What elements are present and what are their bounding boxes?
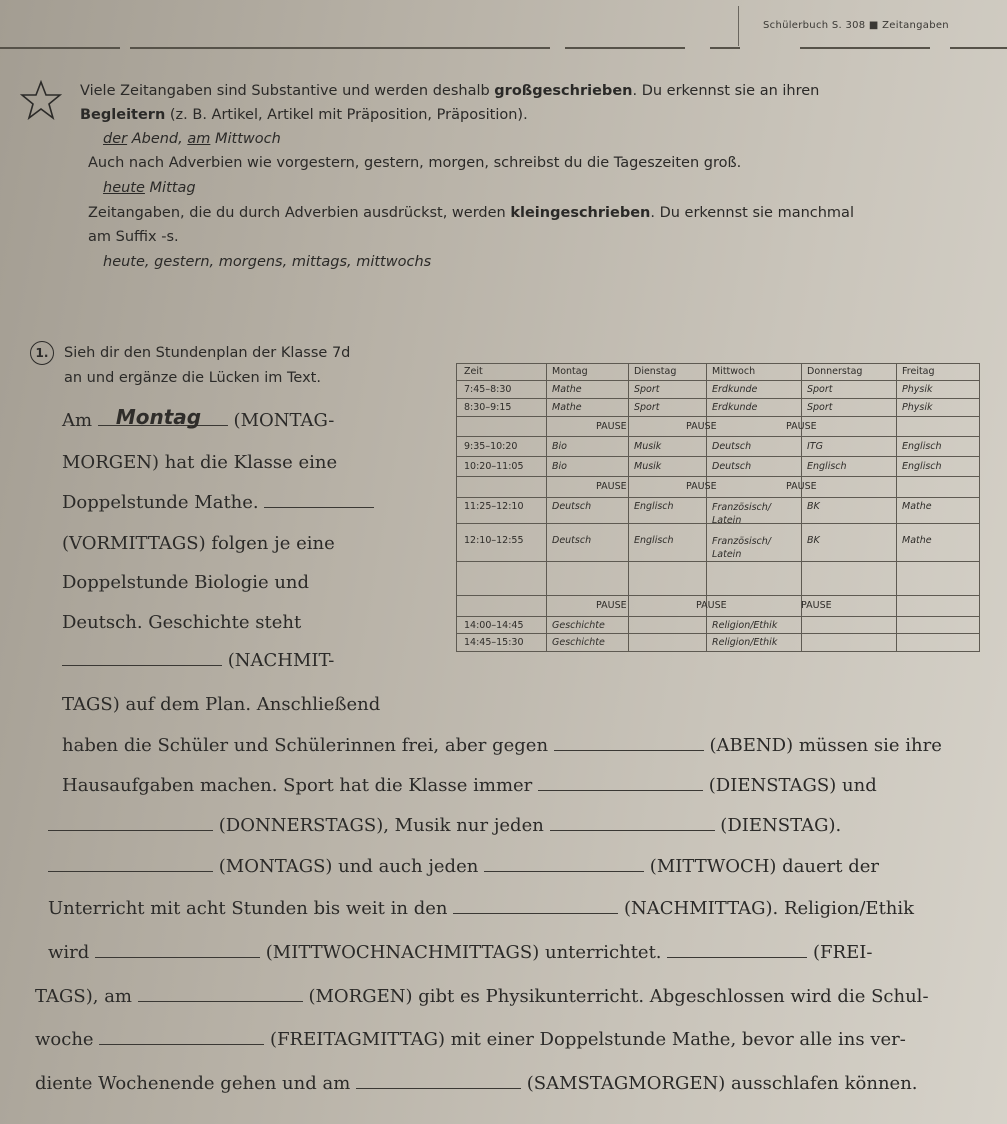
exercise-number: 1. bbox=[30, 341, 54, 365]
fill-blank[interactable] bbox=[99, 1030, 264, 1045]
text-line: TAGS), am (MORGEN) gibt es Physikunterricht. Abgeschlossen wird die Schul- bbox=[35, 986, 929, 1007]
tt-cell: Bio bbox=[552, 461, 567, 472]
tt-pause: PAUSE bbox=[596, 481, 627, 492]
tt-header-cell: Dienstag bbox=[634, 366, 677, 377]
tt-time: 9:35–10:20 bbox=[464, 441, 518, 452]
fill-blank[interactable] bbox=[264, 493, 374, 508]
rule-example-1: der Abend, am Mittwoch bbox=[103, 131, 281, 147]
fill-blank[interactable] bbox=[138, 987, 303, 1002]
tt-cell: Bio bbox=[552, 441, 567, 452]
tt-cell: Physik bbox=[902, 402, 933, 413]
header-rule bbox=[710, 47, 740, 49]
rule-example-3: heute, gestern, morgens, mittags, mittwochs bbox=[103, 254, 432, 270]
tt-cell: Deutsch bbox=[552, 501, 592, 512]
fill-blank[interactable] bbox=[667, 943, 807, 958]
text-line: Am Montag (MONTAG- bbox=[62, 405, 335, 431]
tt-header-cell: Freitag bbox=[902, 366, 935, 377]
tt-pause: PAUSE bbox=[686, 421, 717, 432]
rule-example-2: heute Mittag bbox=[103, 180, 196, 196]
tt-time: 7:45–8:30 bbox=[464, 384, 512, 395]
header-rule bbox=[0, 47, 120, 49]
text-line: (VORMITTAGS) folgen je eine bbox=[62, 533, 335, 554]
tt-cell: Erdkunde bbox=[712, 384, 758, 395]
tt-cell: Deutsch bbox=[552, 535, 592, 546]
tt-time: 14:45–15:30 bbox=[464, 637, 524, 648]
text-line: TAGS) auf dem Plan. Anschließend bbox=[62, 694, 381, 715]
tt-time: 14:00–14:45 bbox=[464, 620, 524, 631]
fill-blank[interactable] bbox=[95, 943, 260, 958]
tt-cell: Erdkunde bbox=[712, 402, 758, 413]
exercise-instruction-2: an und ergänze die Lücken im Text. bbox=[64, 370, 321, 386]
tt-pause: PAUSE bbox=[686, 481, 717, 492]
text-line: (NACHMIT- bbox=[62, 650, 334, 671]
tt-pause: PAUSE bbox=[801, 600, 832, 611]
text-line: haben die Schüler und Schülerinnen frei, aber gegen (ABEND) müssen sie ihre bbox=[62, 735, 942, 756]
fill-blank[interactable] bbox=[453, 899, 618, 914]
tt-pause: PAUSE bbox=[696, 600, 727, 611]
rule-line-4: Zeitangaben, die du durch Adverbien ausdrückst, werden kleingeschrieben. Du erkennst sie manchmal bbox=[88, 205, 854, 221]
tt-cell: Englisch bbox=[902, 441, 942, 452]
header-rule bbox=[800, 47, 930, 49]
text-line: diente Wochenende gehen und am (SAMSTAGMORGEN) ausschlafen können. bbox=[35, 1073, 918, 1094]
text-line: Doppelstunde Mathe. bbox=[62, 492, 374, 513]
star-icon bbox=[20, 80, 62, 120]
handwritten-answer: Montag bbox=[115, 405, 202, 429]
tt-header-cell: Mittwoch bbox=[712, 366, 756, 377]
fill-blank[interactable] bbox=[48, 816, 213, 831]
tt-cell: Mathe bbox=[552, 384, 582, 395]
tt-cell: Physik bbox=[902, 384, 933, 395]
rule-line-3: Auch nach Adverbien wie vorgestern, gestern, morgen, schreibst du die Tageszeiten groß. bbox=[88, 155, 742, 171]
fill-blank[interactable] bbox=[550, 816, 715, 831]
exercise-instruction-1: Sieh dir den Stundenplan der Klasse 7d bbox=[64, 345, 351, 361]
tt-cell: Musik bbox=[634, 461, 662, 472]
fill-blank[interactable] bbox=[356, 1074, 521, 1089]
tt-cell: Englisch bbox=[634, 535, 674, 546]
tt-cell: Sport bbox=[807, 402, 833, 413]
rule-line-5: am Suffix -s. bbox=[88, 229, 179, 245]
text-line: MORGEN) hat die Klasse eine bbox=[62, 452, 338, 473]
rule-line-2: Begleitern (z. B. Artikel, Artikel mit Präposition, Präposition). bbox=[80, 107, 528, 123]
tt-time: 8:30–9:15 bbox=[464, 402, 512, 413]
text-line: Doppelstunde Biologie und bbox=[62, 572, 310, 593]
tt-cell: Mathe bbox=[552, 402, 582, 413]
tt-cell: Religion/Ethik bbox=[712, 620, 778, 631]
tt-pause: PAUSE bbox=[596, 421, 627, 432]
tt-cell: Sport bbox=[807, 384, 833, 395]
tt-cell: Geschichte bbox=[552, 637, 605, 648]
fill-blank[interactable] bbox=[48, 857, 213, 872]
fill-blank[interactable] bbox=[62, 651, 222, 666]
tt-cell: Deutsch bbox=[712, 441, 752, 452]
tt-cell: Englisch bbox=[902, 461, 942, 472]
tt-cell: Englisch bbox=[634, 501, 674, 512]
tt-cell: Mathe bbox=[902, 535, 932, 546]
rule-line-1: Viele Zeitangaben sind Substantive und werden deshalb großgeschrieben. Du erkennst sie an ihren bbox=[80, 83, 820, 99]
tt-cell: Sport bbox=[634, 402, 660, 413]
fill-blank[interactable] bbox=[484, 857, 644, 872]
header-rule bbox=[950, 47, 1007, 49]
text-line: Unterricht mit acht Stunden bis weit in den (NACHMITTAG). Religion/Ethik bbox=[48, 898, 915, 919]
tt-cell: Deutsch bbox=[712, 461, 752, 472]
tt-cell: ITG bbox=[807, 441, 823, 452]
tt-cell: Mathe bbox=[902, 501, 932, 512]
tt-cell: Französisch/ Latein bbox=[712, 502, 771, 526]
timetable bbox=[456, 363, 980, 685]
book-reference bbox=[738, 6, 1007, 46]
text-line: woche (FREITAGMITTAG) mit einer Doppelstunde Mathe, bevor alle ins ver- bbox=[35, 1029, 906, 1050]
tt-header-cell: Donnerstag bbox=[807, 366, 863, 377]
tt-pause: PAUSE bbox=[786, 481, 817, 492]
tt-cell: Französisch/ Latein bbox=[712, 536, 771, 560]
tt-cell: Englisch bbox=[807, 461, 847, 472]
text-line: wird (MITTWOCHNACHMITTAGS) unterrichtet. (FREI- bbox=[48, 942, 873, 963]
tt-cell: Musik bbox=[634, 441, 662, 452]
fill-blank[interactable] bbox=[98, 405, 228, 429]
tt-cell: BK bbox=[807, 535, 820, 546]
tt-cell: Sport bbox=[634, 384, 660, 395]
tt-time: 11:25–12:10 bbox=[464, 501, 524, 512]
tt-pause: PAUSE bbox=[786, 421, 817, 432]
tt-cell: Geschichte bbox=[552, 620, 605, 631]
tt-time: 12:10–12:55 bbox=[464, 535, 524, 546]
tt-time: 10:20–11:05 bbox=[464, 461, 524, 472]
text-line: (MONTAGS) und auch jeden (MITTWOCH) dauert der bbox=[48, 856, 879, 877]
tt-cell: BK bbox=[807, 501, 820, 512]
text-line: (DONNERSTAGS), Musik nur jeden (DIENSTAG). bbox=[48, 815, 841, 836]
tt-header-cell: Zeit bbox=[464, 366, 483, 377]
tt-header-cell: Montag bbox=[552, 366, 588, 377]
header-rule bbox=[130, 47, 550, 49]
text-line: Hausaufgaben machen. Sport hat die Klasse immer (DIENSTAGS) und bbox=[62, 775, 877, 796]
header-rule bbox=[565, 47, 685, 49]
tt-cell: Religion/Ethik bbox=[712, 637, 778, 648]
tt-pause: PAUSE bbox=[596, 600, 627, 611]
fill-blank[interactable] bbox=[554, 736, 704, 751]
fill-blank[interactable] bbox=[538, 776, 703, 791]
book-reference-text: Schülerbuch S. 308 ■ Zeitangaben bbox=[763, 20, 949, 31]
text-line: Deutsch. Geschichte steht bbox=[62, 612, 302, 633]
